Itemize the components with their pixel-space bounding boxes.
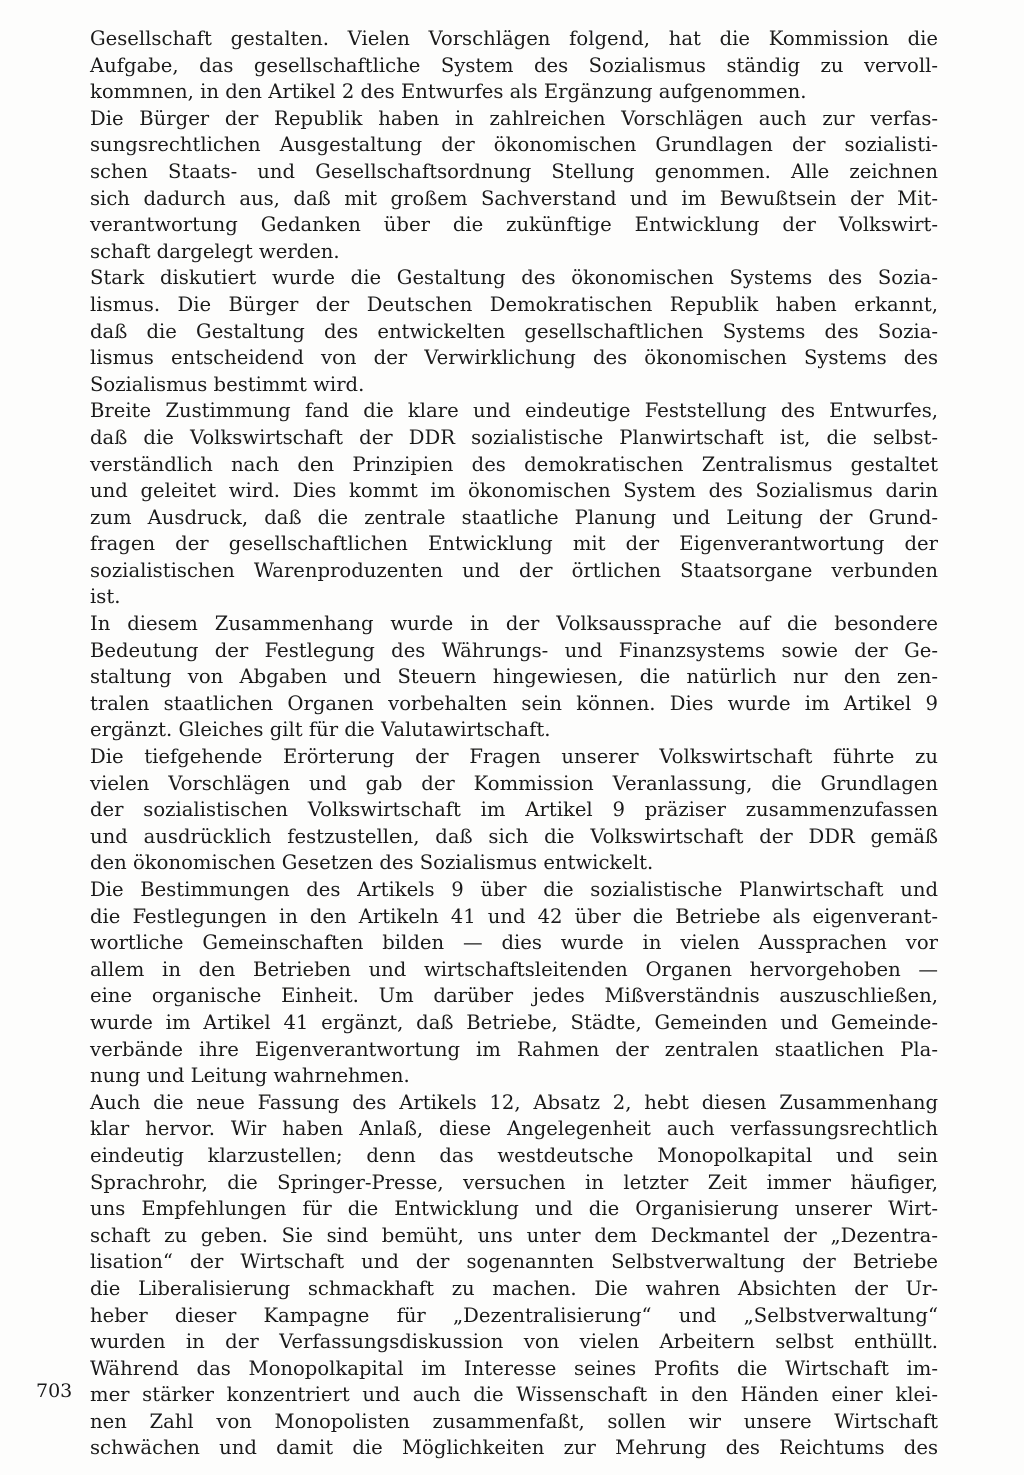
text-line: daß die Volkswirtschaft der DDR sozialistische Planwirtschaft ist, die selbst- (90, 425, 938, 449)
text-line: Gesellschaft gestalten. Vielen Vorschlägen folgend, hat die Kommission die (90, 27, 938, 50)
text-line: wurde im Artikel 41 ergänzt, daß Betriebe, Städte, Gemeinden und Gemeinde- (90, 1010, 938, 1034)
text-line: Stark diskutiert wurde die Gestaltung des ökonomischen Systems des Sozia- (90, 266, 938, 290)
text-line: staltung von Abgaben und Steuern hingewiesen, die natürlich nur den zen- (90, 665, 938, 689)
text-line: und geleitet wird. Dies kommt im ökonomischen System des Sozialismus darin (90, 479, 938, 503)
text-line: Die Bestimmungen des Artikels 9 über die sozialistische Planwirtschaft und (90, 878, 938, 901)
text-line: eindeutig klarzustellen; denn das westdeutsche Monopolkapital und sein (90, 1143, 938, 1167)
body-text (90, 26, 938, 1462)
text-line: uns Empfehlungen für die Entwicklung und die Organisierung unserer Wirt- (90, 1197, 938, 1221)
text-line: heber dieser Kampagne für „Dezentralisierung“ und „Selbstverwaltung“ (90, 1303, 938, 1327)
text-line: Auch die neue Fassung des Artikels 12, Absatz 2, hebt diesen Zusammenhang (90, 1090, 938, 1114)
text-line: lisation“ der Wirtschaft und der sogenannten Selbstverwaltung der Betriebe (90, 1250, 938, 1274)
text-line: sozialistischen Warenproduzenten und der örtlichen Staatsorgane verbunden (90, 558, 938, 582)
paragraph (90, 26, 938, 106)
text-line: In diesem Zusammenhang wurde in der Volksaussprache auf die besondere (90, 612, 938, 636)
text-line: mer stärker konzentriert und auch die Wissenschaft in den Händen einer klei- (90, 1383, 938, 1407)
text-line: fragen der gesellschaftlichen Entwicklung mit der Eigenverantwortung der (90, 532, 938, 556)
paragraph (90, 1090, 938, 1462)
text-line: Sprachrohr, die Springer-Presse, versuchen in letzter Zeit immer häufiger, (90, 1170, 938, 1194)
text-line: lismus entscheidend von der Verwirklichung des ökonomischen Systems des (90, 346, 938, 370)
text-line: sungsrechtlichen Ausgestaltung der ökonomischen Grundlagen der sozialisti- (90, 133, 938, 157)
text-line: nen Zahl von Monopolisten zusammenfaßt, sollen wir unsere Wirtschaft (90, 1409, 938, 1433)
text-line: der sozialistischen Volkswirtschaft im Artikel 9 präziser zusammenzufassen (90, 798, 938, 822)
text-line: Die Bürger der Republik haben in zahlreichen Vorschlägen auch zur verfas- (90, 106, 938, 130)
paragraph (90, 398, 938, 611)
text-line: wortliche Gemeinschaften bilden — dies wurde in vielen Aussprachen vor (90, 931, 938, 955)
text-line: ist. (90, 585, 121, 609)
text-line: schaft dargelegt werden. (90, 239, 340, 263)
text-line: verständlich nach den Prinzipien des demokratischen Zentralismus gestaltet (90, 452, 938, 476)
paragraph (90, 877, 938, 1090)
text-line: sich dadurch aus, daß mit großem Sachverstand und im Bewußtsein der Mit- (90, 186, 938, 210)
text-line: zum Ausdruck, daß die zentrale staatliche Planung und Leitung der Grund- (90, 505, 938, 529)
text-line: daß die Gestaltung des entwickelten gesellschaftlichen Systems des Sozia- (90, 319, 938, 343)
paragraph (90, 744, 938, 877)
text-line: kommnen, in den Artikel 2 des Entwurfes als Ergänzung aufgenommen. (90, 80, 807, 104)
text-line: allem in den Betrieben und wirtschaftsleitenden Organen hervorgehoben — (90, 957, 938, 981)
text-line: schaft zu geben. Sie sind bemüht, uns unter dem Deckmantel der „Dezentra- (90, 1223, 938, 1247)
text-line: klar hervor. Wir haben Anlaß, diese Angelegenheit auch verfassungsrechtlich (90, 1117, 938, 1141)
paragraph (90, 106, 938, 266)
text-line: Aufgabe, das gesellschaftliche System des Sozialismus ständig zu vervoll- (90, 53, 938, 77)
text-line: tralen staatlichen Organen vorbehalten sein können. Dies wurde im Artikel 9 (90, 691, 938, 715)
text-line: verbände ihre Eigenverantwortung im Rahmen der zentralen staatlichen Pla- (90, 1037, 938, 1061)
text-line: Bedeutung der Festlegung des Währungs- und Finanzsystems sowie der Ge- (90, 638, 938, 662)
text-line: die Festlegungen in den Artikeln 41 und 42 über die Betriebe als eigenverant- (90, 904, 938, 928)
text-line: Sozialismus bestimmt wird. (90, 372, 365, 396)
text-line: schen Staats- und Gesellschaftsordnung Stellung genommen. Alle zeichnen (90, 159, 938, 183)
text-line: ergänzt. Gleiches gilt für die Valutawirtschaft. (90, 718, 551, 742)
text-line: lismus. Die Bürger der Deutschen Demokratischen Republik haben erkannt, (90, 292, 938, 316)
text-line: vielen Vorschlägen und gab der Kommission Veranlassung, die Grundlagen (90, 771, 938, 795)
text-line: Breite Zustimmung fand die klare und eindeutige Feststellung des Entwurfes, (90, 399, 938, 423)
text-line: Während das Monopolkapital im Interesse seines Profits die Wirtschaft im- (90, 1356, 938, 1380)
text-line: schwächen und damit die Möglichkeiten zur Mehrung des Reichtums des (90, 1436, 938, 1460)
text-line: Die tiefgehende Erörterung der Fragen unserer Volkswirtschaft führte zu (90, 745, 938, 769)
text-line: wurden in der Verfassungsdiskussion von vielen Arbeitern selbst enthüllt. (90, 1330, 938, 1354)
text-line: die Liberalisierung schmackhaft zu machen. Die wahren Absichten der Ur- (90, 1276, 938, 1300)
paragraph (90, 265, 938, 398)
text-line: nung und Leitung wahrnehmen. (90, 1064, 410, 1088)
text-line: eine organische Einheit. Um darüber jedes Mißverständnis auszuschließen, (90, 984, 938, 1008)
text-line: und ausdrücklich festzustellen, daß sich die Volkswirtschaft der DDR gemäß (90, 824, 938, 848)
text-line: verantwortung Gedanken über die zukünftige Entwicklung der Volkswirt- (90, 213, 938, 237)
page-number: 703 (36, 1380, 73, 1402)
paragraph (90, 611, 938, 744)
text-line: den ökonomischen Gesetzen des Sozialismus entwickelt. (90, 851, 654, 875)
